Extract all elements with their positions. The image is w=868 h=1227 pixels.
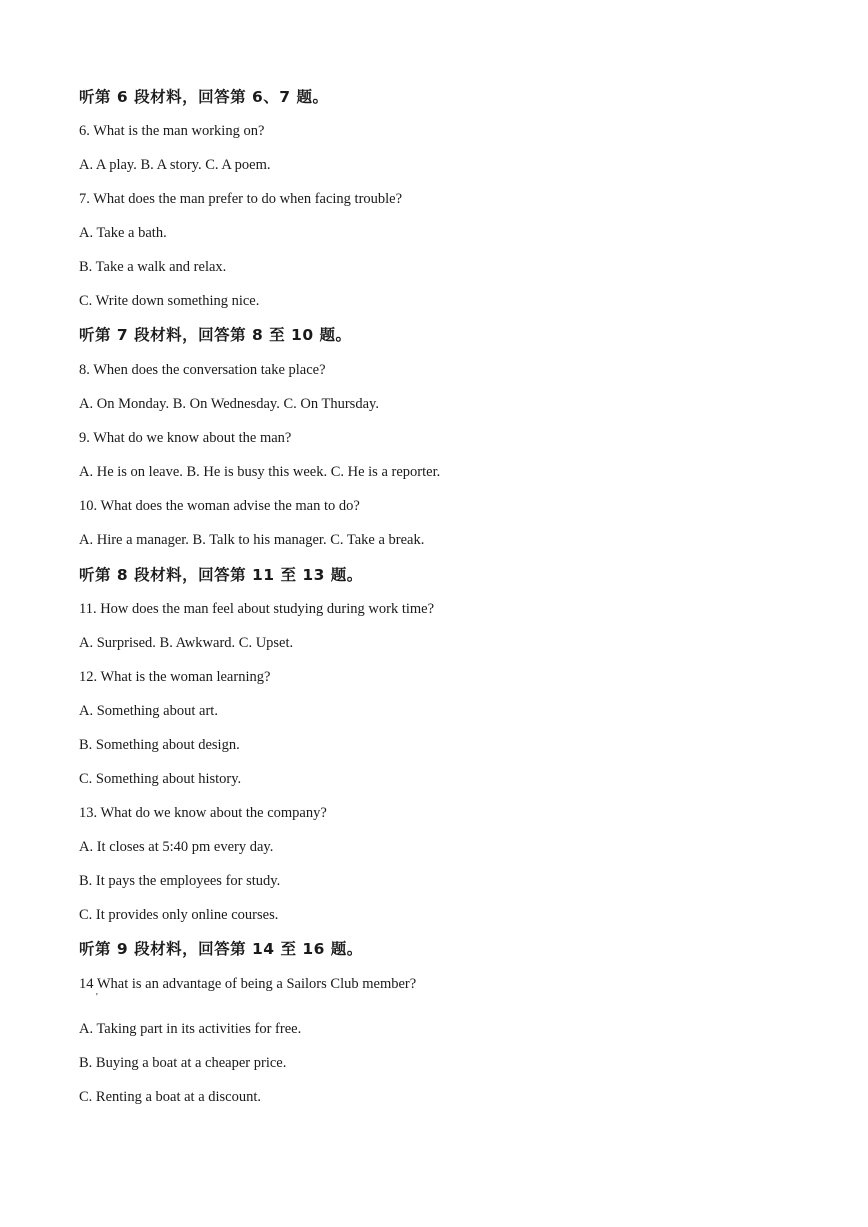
question-line: A. Hire a manager. B. Talk to his manager. C. Take a break. xyxy=(79,532,425,548)
question-line: 7. What does the man prefer to do when facing trouble? xyxy=(79,191,403,207)
section-heading: 听第 7 段材料，回答第 8 至 10 题。 xyxy=(79,326,352,344)
question-line: 13. What do we know about the company? xyxy=(79,805,327,821)
question-line: A. Take a bath. xyxy=(79,225,167,241)
question-line: 6. What is the man working on? xyxy=(79,123,265,139)
question-line: 11. How does the man feel about studying during work time? xyxy=(79,601,435,617)
question-line: B. Buying a boat at a cheaper price. xyxy=(79,1055,287,1071)
section-heading: 听第 9 段材料，回答第 14 至 16 题。 xyxy=(79,940,363,958)
question-line: B. It pays the employees for study. xyxy=(79,873,281,889)
question-line: A. He is on leave. B. He is busy this week. C. He is a reporter. xyxy=(79,464,441,480)
question-line: A. It closes at 5:40 pm every day. xyxy=(79,839,274,855)
question-line: C. Something about history. xyxy=(79,771,242,787)
question-line: C. It provides only online courses. xyxy=(79,907,279,923)
question-line: C. Renting a boat at a discount. xyxy=(79,1089,262,1105)
question-line: C. Write down something nice. xyxy=(79,293,260,309)
question-line: B. Something about design. xyxy=(79,737,240,753)
question-line: 9. What do we know about the man? xyxy=(79,430,292,446)
question-line: B. Take a walk and relax. xyxy=(79,259,227,275)
question-line: A. Something about art. xyxy=(79,703,218,719)
question-line: A. On Monday. B. On Wednesday. C. On Thursday. xyxy=(79,396,379,412)
question-line: A. Taking part in its activities for free. xyxy=(79,1021,302,1037)
section-heading: 听第 8 段材料，回答第 11 至 13 题。 xyxy=(79,566,363,584)
question-line: 10. What does the woman advise the man to do? xyxy=(79,498,360,514)
question-line: A. Surprised. B. Awkward. C. Upset. xyxy=(79,635,294,651)
question-line: A. A play. B. A story. C. A poem. xyxy=(79,157,271,173)
question-line: 12. What is the woman learning? xyxy=(79,669,271,685)
question-line: 8. When does the conversation take place? xyxy=(79,362,326,378)
question-line: 14 What is an advantage of being a Sailors Club member? xyxy=(79,976,417,992)
section-heading: 听第 6 段材料，回答第 6、7 题。 xyxy=(79,88,329,106)
stray-mark: ' xyxy=(96,992,98,1003)
